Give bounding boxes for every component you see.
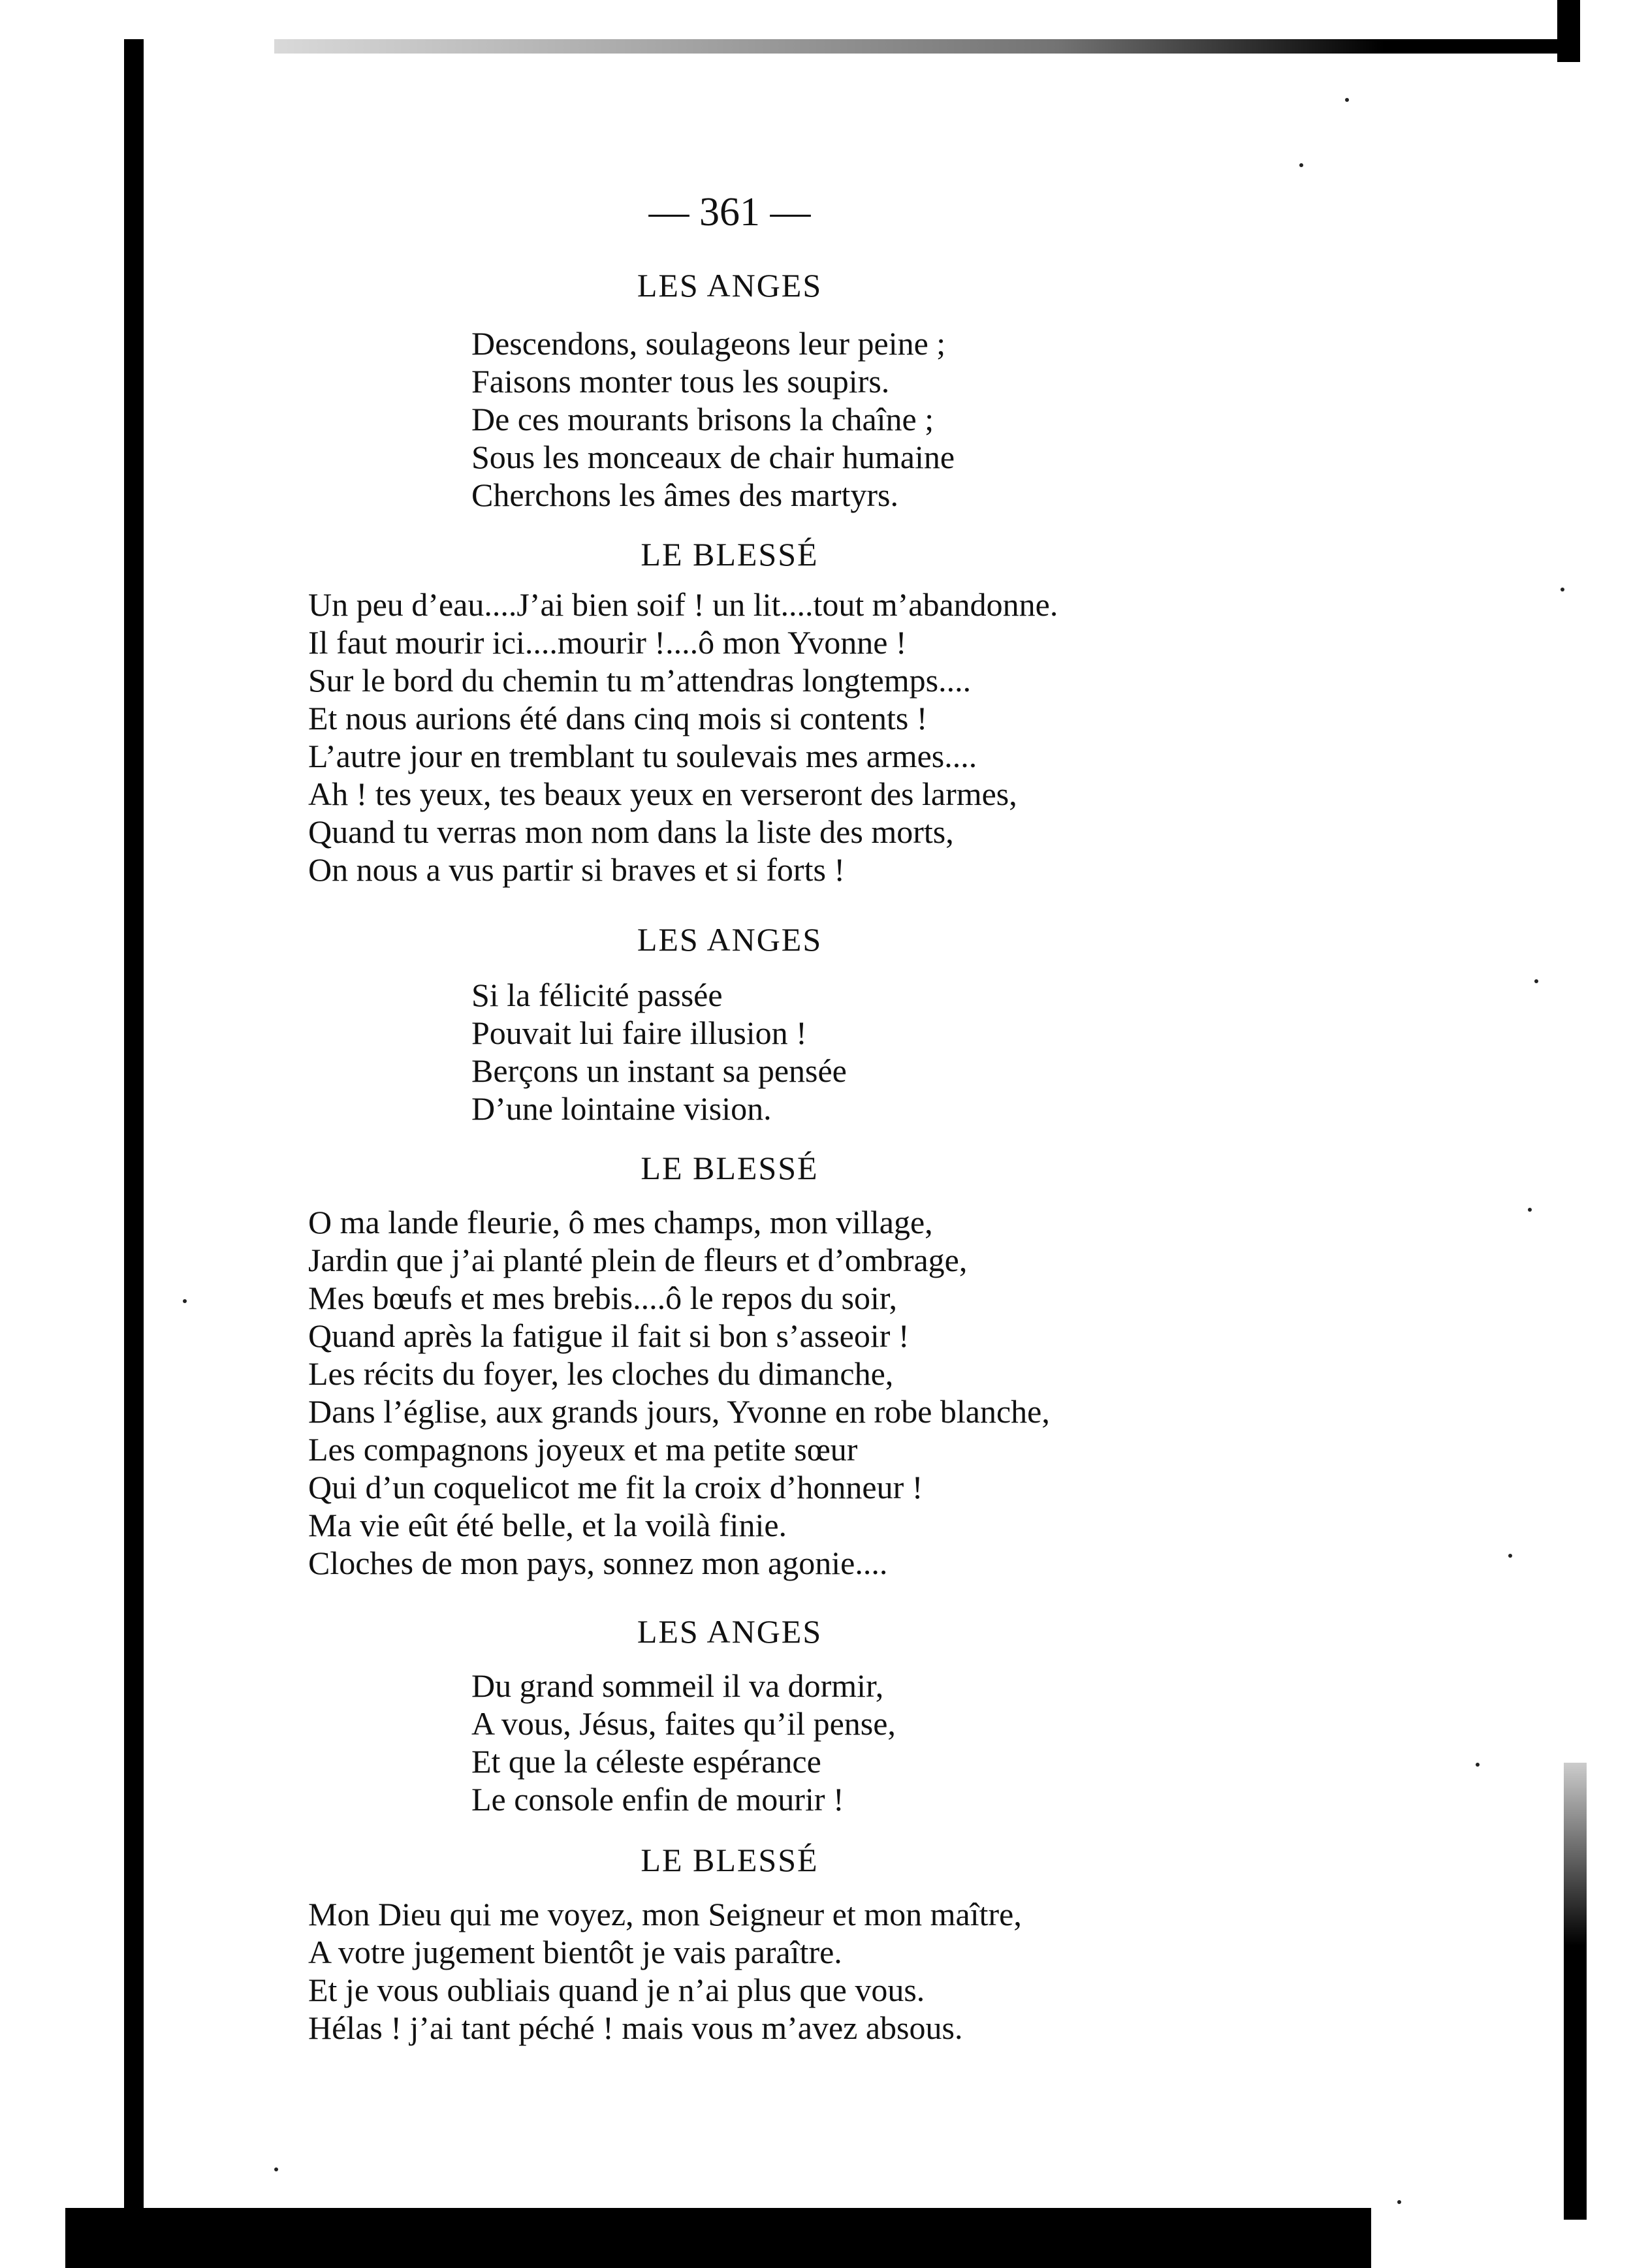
verse-line: Pouvait lui faire illusion ! — [471, 1015, 807, 1051]
verse-line: Mon Dieu qui me voyez, mon Seigneur et mon maître, — [308, 1896, 1022, 1932]
stanza — [308, 1895, 1022, 2047]
stanza — [471, 1667, 896, 1818]
stanza — [471, 976, 847, 1127]
verse-line: Sur le bord du chemin tu m’attendras longtemps.... — [308, 662, 972, 699]
speaker-heading: LES ANGES — [637, 1613, 823, 1650]
verse-line: L’autre jour en tremblant tu soulevais mes armes.... — [308, 738, 977, 774]
scan-border-bottom — [65, 2208, 1371, 2268]
verse-line: Dans l’église, aux grands jours, Yvonne en robe blanche, — [308, 1393, 1050, 1430]
scan-speck — [1508, 1554, 1512, 1558]
verse-line: Mes bœufs et mes brebis....ô le repos du soir, — [308, 1280, 898, 1316]
verse-line: Un peu d’eau....J’ai bien soif ! un lit....tout m’abandonne. — [308, 586, 1058, 623]
scan-speck — [1534, 979, 1538, 983]
scan-speck — [1299, 163, 1303, 167]
verse-line: De ces mourants brisons la chaîne ; — [471, 401, 934, 437]
verse-line: Et nous aurions été dans cinq mois si contents ! — [308, 700, 928, 736]
verse-line: Si la félicité passée — [471, 977, 723, 1013]
speaker-heading: LES ANGES — [637, 267, 823, 304]
verse-line: Cloches de mon pays, sonnez mon agonie.... — [308, 1545, 888, 1581]
verse-line: Les compagnons joyeux et ma petite sœur — [308, 1431, 858, 1468]
verse-line: Qui d’un coquelicot me fit la croix d’honneur ! — [308, 1469, 923, 1505]
scan-speck — [1397, 2200, 1401, 2204]
verse-line: Quand tu verras mon nom dans la liste des morts, — [308, 813, 954, 850]
stanza — [308, 1203, 1050, 1582]
scan-border-left — [124, 39, 144, 2233]
scan-border-top — [274, 39, 1580, 54]
verse-line: Descendons, soulageons leur peine ; — [471, 325, 946, 362]
verse-line: Les récits du foyer, les cloches du dimanche, — [308, 1355, 894, 1392]
verse-line: Quand après la fatigue il fait si bon s’asseoir ! — [308, 1317, 910, 1354]
verse-line: Jardin que j’ai planté plein de fleurs et d’ombrage, — [308, 1242, 968, 1278]
speaker-heading: LES ANGES — [637, 921, 823, 958]
speaker-heading: LE BLESSÉ — [641, 1150, 819, 1186]
verse-line: Faisons monter tous les soupirs. — [471, 363, 890, 400]
scan-speck — [274, 2167, 278, 2171]
scan-speck — [1528, 1208, 1532, 1212]
verse-line: Ah ! tes yeux, tes beaux yeux en verseront des larmes, — [308, 776, 1017, 812]
verse-line: Cherchons les âmes des martyrs. — [471, 477, 899, 513]
verse-line: Le console enfin de mourir ! — [471, 1781, 844, 1818]
verse-line: A vous, Jésus, faites qu’il pense, — [471, 1705, 896, 1742]
verse-line: Et que la céleste espérance — [471, 1743, 821, 1780]
page-number: — 361 — — [648, 190, 811, 234]
scan-border-top-right — [1557, 0, 1580, 62]
speaker-heading: LE BLESSÉ — [641, 1842, 819, 1878]
stanza — [308, 586, 1058, 889]
scan-speck — [1345, 98, 1349, 102]
verse-line: Sous les monceaux de chair humaine — [471, 439, 955, 475]
verse-line: Berçons un instant sa pensée — [471, 1052, 847, 1089]
scan-speck — [1561, 588, 1564, 591]
scan-speck — [1476, 1763, 1480, 1767]
verse-line: A votre jugement bientôt je vais paraître. — [308, 1934, 842, 1970]
verse-line: Hélas ! j’ai tant péché ! mais vous m’avez absous. — [308, 2009, 963, 2046]
verse-line: Du grand sommeil il va dormir, — [471, 1667, 884, 1704]
stanza — [471, 324, 955, 514]
speaker-heading: LE BLESSÉ — [641, 536, 819, 573]
scan-border-right — [1564, 1763, 1587, 2220]
verse-line: Ma vie eût été belle, et la voilà finie. — [308, 1507, 787, 1543]
verse-line: Et je vous oubliais quand je n’ai plus que vous. — [308, 1972, 925, 2008]
verse-line: On nous a vus partir si braves et si forts ! — [308, 851, 846, 888]
verse-line: O ma lande fleurie, ô mes champs, mon village, — [308, 1204, 933, 1240]
scan-speck — [183, 1299, 187, 1303]
verse-line: Il faut mourir ici....mourir !....ô mon Yvonne ! — [308, 624, 907, 661]
verse-line: D’une lointaine vision. — [471, 1090, 772, 1127]
